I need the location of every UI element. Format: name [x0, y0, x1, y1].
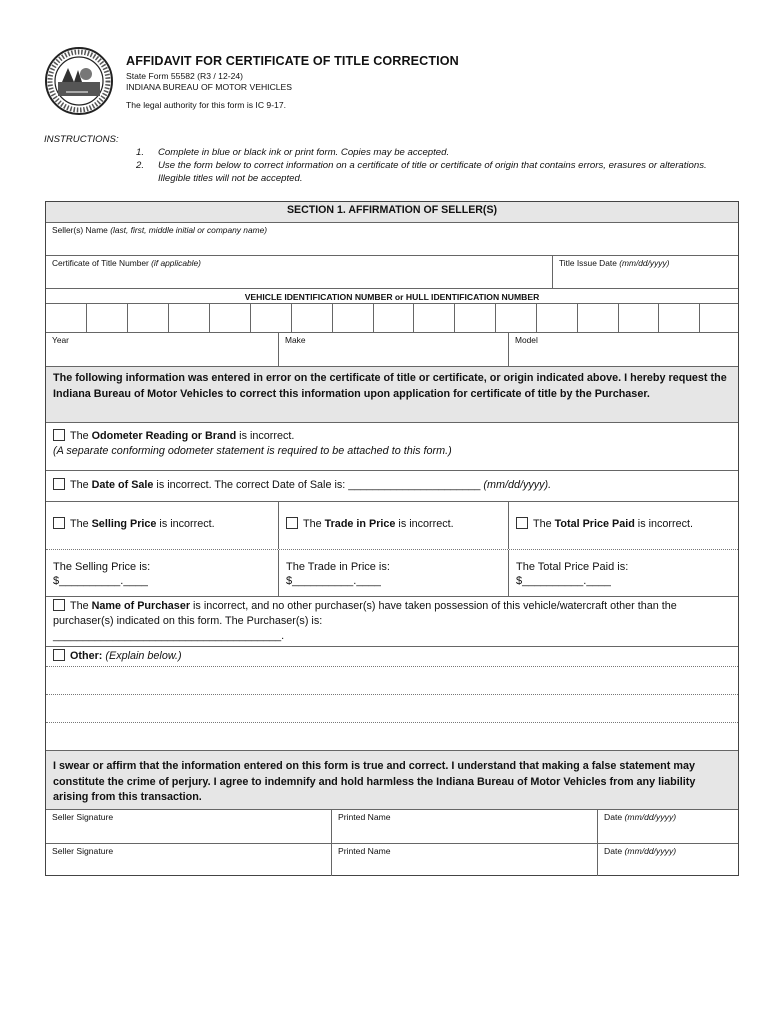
selling-price-checkbox[interactable]	[53, 517, 65, 529]
other-option[interactable]: Other: (Explain below.)	[46, 646, 738, 666]
legal-authority: The legal authority for this form is IC 9-17.	[126, 100, 287, 110]
affirmation-statement: I swear or affirm that the information entered on this form is true and correct. I understand that making a false statement may constitute the crime of perjury. I agree to indemnify and hold harmless the Indiana Bureau of Motor Vehicles from any liability arising from this transaction.	[53, 760, 696, 803]
total-price-checkbox[interactable]	[516, 517, 528, 529]
state-form-number: State Form 55582 (R3 / 12-24)	[126, 71, 244, 81]
title-number-field[interactable]: Certificate of Title Number (if applicable)	[52, 258, 201, 268]
printed-name-field[interactable]: Printed Name	[331, 844, 597, 876]
error-statement: The following information was entered in error on the certificate of title or certificate, or origin indicated above. I hereby request the Indiana Bureau of Motor Vehicles to correct this information upon application for certificate of title by the Purchaser.	[53, 372, 727, 400]
total-price-option[interactable]: The Total Price Paid is incorrect.	[508, 502, 738, 549]
trade-price-option[interactable]: The Trade in Price is incorrect.	[278, 502, 508, 549]
signature-date-field[interactable]: Date (mm/dd/yyyy)	[597, 844, 738, 876]
title-issue-date-field[interactable]: Title Issue Date (mm/dd/yyyy)	[552, 256, 738, 288]
selling-price-option[interactable]: The Selling Price is incorrect.	[46, 502, 278, 549]
odometer-option[interactable]: The Odometer Reading or Brand is incorrect. (A separate conforming odometer statement is required to be attached to this form.)	[46, 422, 738, 470]
trade-price-amount[interactable]: The Trade in Price is: $__________.____	[278, 550, 508, 596]
seller-signature-field[interactable]: Seller Signature	[52, 846, 114, 856]
model-field[interactable]: Model	[508, 333, 738, 366]
date-of-sale-checkbox[interactable]	[53, 478, 65, 490]
total-price-amount[interactable]: The Total Price Paid is: $__________.____	[508, 550, 738, 596]
state-seal-icon	[44, 46, 114, 116]
odometer-note: (A separate conforming odometer statement is required to be attached to this form.)	[53, 445, 452, 457]
odometer-checkbox[interactable]	[53, 429, 65, 441]
instruction-item: 2. Use the form below to correct information on a certificate of title or certificate of origin that contains errors, erasures or alterations. Illegible titles will not be accepted.	[136, 160, 707, 184]
make-field[interactable]: Make	[278, 333, 508, 366]
purchaser-checkbox[interactable]	[53, 599, 65, 611]
vin-boxes[interactable]	[46, 303, 738, 332]
affirmation-form	[45, 201, 739, 876]
section-title: SECTION 1. AFFIRMATION OF SELLER(S)	[286, 204, 498, 216]
other-explain-line[interactable]	[46, 694, 738, 722]
instruction-item: 1. Complete in blue or black ink or print form. Copies may be accepted.	[136, 147, 450, 158]
instructions-label: INSTRUCTIONS:	[44, 134, 119, 145]
other-checkbox[interactable]	[53, 649, 65, 661]
trade-price-checkbox[interactable]	[286, 517, 298, 529]
year-field[interactable]: Year	[52, 335, 69, 345]
printed-name-field[interactable]: Printed Name	[331, 810, 597, 843]
form-header	[44, 44, 744, 124]
purchaser-option[interactable]: The Name of Purchaser is incorrect, and no other purchaser(s) have taken possession of this vehicle/watercraft other than the purchaser(s) indicated on this form. The Purchaser(s) is: ______________________________________.	[46, 596, 738, 646]
signature-date-field[interactable]: Date (mm/dd/yyyy)	[597, 810, 738, 843]
selling-price-amount[interactable]: The Selling Price is: $__________.____	[53, 561, 151, 587]
instructions	[44, 134, 744, 185]
vin-header: VEHICLE IDENTIFICATION NUMBER or HULL IDENTIFICATION NUMBER	[244, 292, 540, 302]
date-of-sale-option[interactable]: The Date of Sale is incorrect. The correct Date of Sale is: ______________________ (mm/dd/yyyy).	[46, 470, 738, 501]
seller-name-field[interactable]: Seller(s) Name (last, first, middle initial or company name)	[46, 222, 738, 255]
other-explain-line[interactable]	[46, 722, 738, 750]
agency-name: INDIANA BUREAU OF MOTOR VEHICLES	[126, 82, 293, 92]
seller-signature-field[interactable]: Seller Signature	[52, 812, 114, 822]
form-title: AFFIDAVIT FOR CERTIFICATE OF TITLE CORRECTION	[126, 54, 459, 68]
other-explain-line[interactable]	[46, 666, 738, 694]
